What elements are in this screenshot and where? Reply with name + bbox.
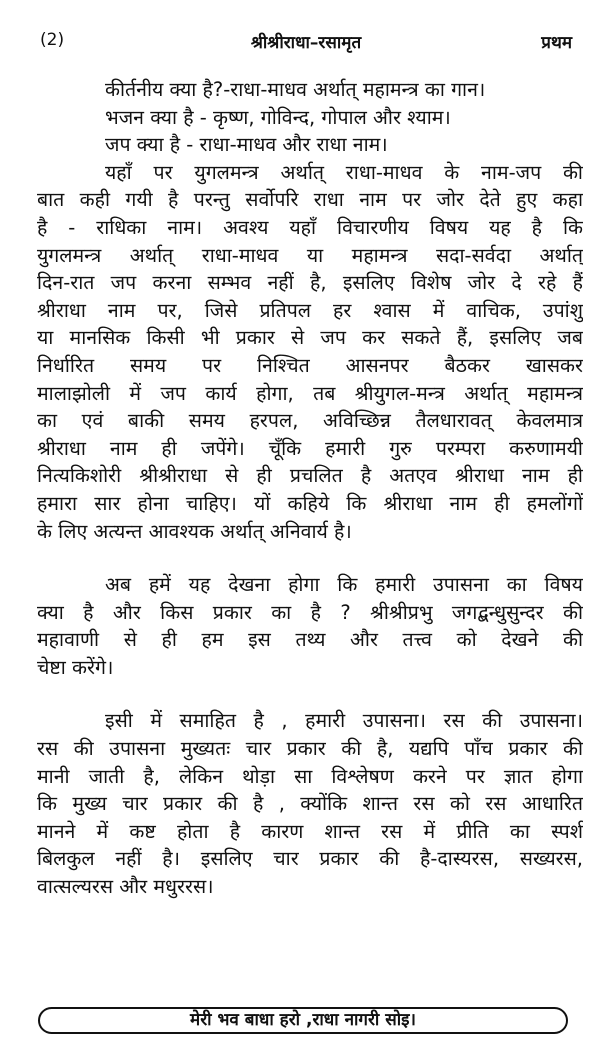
text-line: कि मुख्य चार प्रकार की है , क्योंकि शान्त रस को रस आधारित (37, 792, 583, 816)
text-line: चेष्टा करेंगे। (37, 655, 114, 679)
text-line: अब हमें यह देखना होगा कि हमारी उपासना का विषय (105, 573, 583, 597)
text-line: वात्सल्यरस और मधुररस। (37, 875, 214, 899)
text-line: नित्यकिशोरी श्रीश्रीराधा से ही प्रचलित है अतएव श्रीराधा नाम ही (37, 464, 583, 488)
text-line: दिन-रात जप करना सम्भव नहीं है, इसलिए विशेष जोर दे रहे हैं (37, 271, 583, 295)
text-line: मानने में कष्ट होता है कारण शान्त रस में प्रीति का स्पर्श (37, 819, 583, 843)
footer-verse-box (38, 1007, 568, 1034)
text-line: यहाँ पर युगलमन्त्र अर्थात् राधा-माधव के नाम-जप की (105, 160, 583, 184)
text-line: भजन क्या है - कृष्ण, गोविन्द, गोपाल और श्याम। (105, 105, 451, 129)
paragraph-gap (37, 681, 583, 707)
paragraph-gap (37, 545, 583, 571)
text-line: हमारा सार होना चाहिए। यों कहिये कि श्रीराधा नाम ही हमलोंगों (37, 491, 583, 515)
text-line: श्रीराधा नाम पर, जिसे प्रतिपल हर श्वास में वाचिक, उपांशु (37, 298, 583, 322)
text-line: जप क्या है - राधा-माधव और राधा नाम। (105, 133, 388, 157)
body-text (37, 76, 583, 901)
page-header (40, 30, 572, 60)
book-title: श्रीश्रीराधा–रसामृत (250, 33, 362, 53)
text-line: बिलकुल नहीं है। इसलिए चार प्रकार की है-दास्यरस, सख्यरस, (37, 847, 583, 871)
text-line: रस की उपासना मुख्यतः चार प्रकार की है, यद्यपि पाँच प्रकार की (37, 737, 583, 761)
page-number: (2) (40, 30, 65, 50)
text-line: महावाणी से ही हम इस तथ्य और तत्त्व को देखने की (37, 628, 583, 652)
chapter-label: प्रथम (541, 33, 572, 53)
text-line: के लिए अत्यन्त आवश्यक अर्थात् अनिवार्य है। (37, 519, 352, 543)
text-line: इसी में समाहित है , हमारी उपासना। रस की उपासना। (105, 709, 583, 733)
text-line: मानी जाती है, लेकिन थोड़ा सा विश्लेषण करने पर ज्ञात होगा (37, 764, 583, 788)
text-line: निर्धारित समय पर निश्चित आसनपर बैठकर खासकर (37, 353, 583, 377)
text-line: बात कही गयी है परन्तु सर्वोपरि राधा नाम पर जोर देते हुए कहा (37, 188, 583, 212)
text-line: मालाझोली में जप कार्य होगा, तब श्रीयुगल-मन्त्र अर्थात् महामन्त्र (37, 381, 583, 405)
text-line: या मानसिक किसी भी प्रकार से जप कर सकते हैं, इसलिए जब (37, 326, 583, 350)
text-line: का एवं बाकी समय हरपल, अविच्छिन्न तैलधारावत् केवलमात्र (37, 409, 583, 433)
text-line: श्रीराधा नाम ही जपेंगे। चूँकि हमारी गुरु परम्परा करुणामयी (37, 436, 583, 460)
footer-verse: मेरी भव बाधा हरो ,राधा नागरी सोइ। (190, 1010, 416, 1030)
text-line: है - राधिका नाम। अवश्य यहाँ विचारणीय विषय यह है कि (37, 215, 583, 239)
text-line: युगलमन्त्र अर्थात् राधा-माधव या महामन्त्र सदा-सर्वदा अर्थात् (37, 243, 583, 267)
text-line: क्या है और किस प्रकार का है ? श्रीश्रीप्रभु जगद्बन्धुसुन्दर की (37, 600, 583, 624)
text-line: कीर्तनीय क्या है?-राधा-माधव अर्थात् महामन्त्र का गान। (105, 78, 486, 101)
